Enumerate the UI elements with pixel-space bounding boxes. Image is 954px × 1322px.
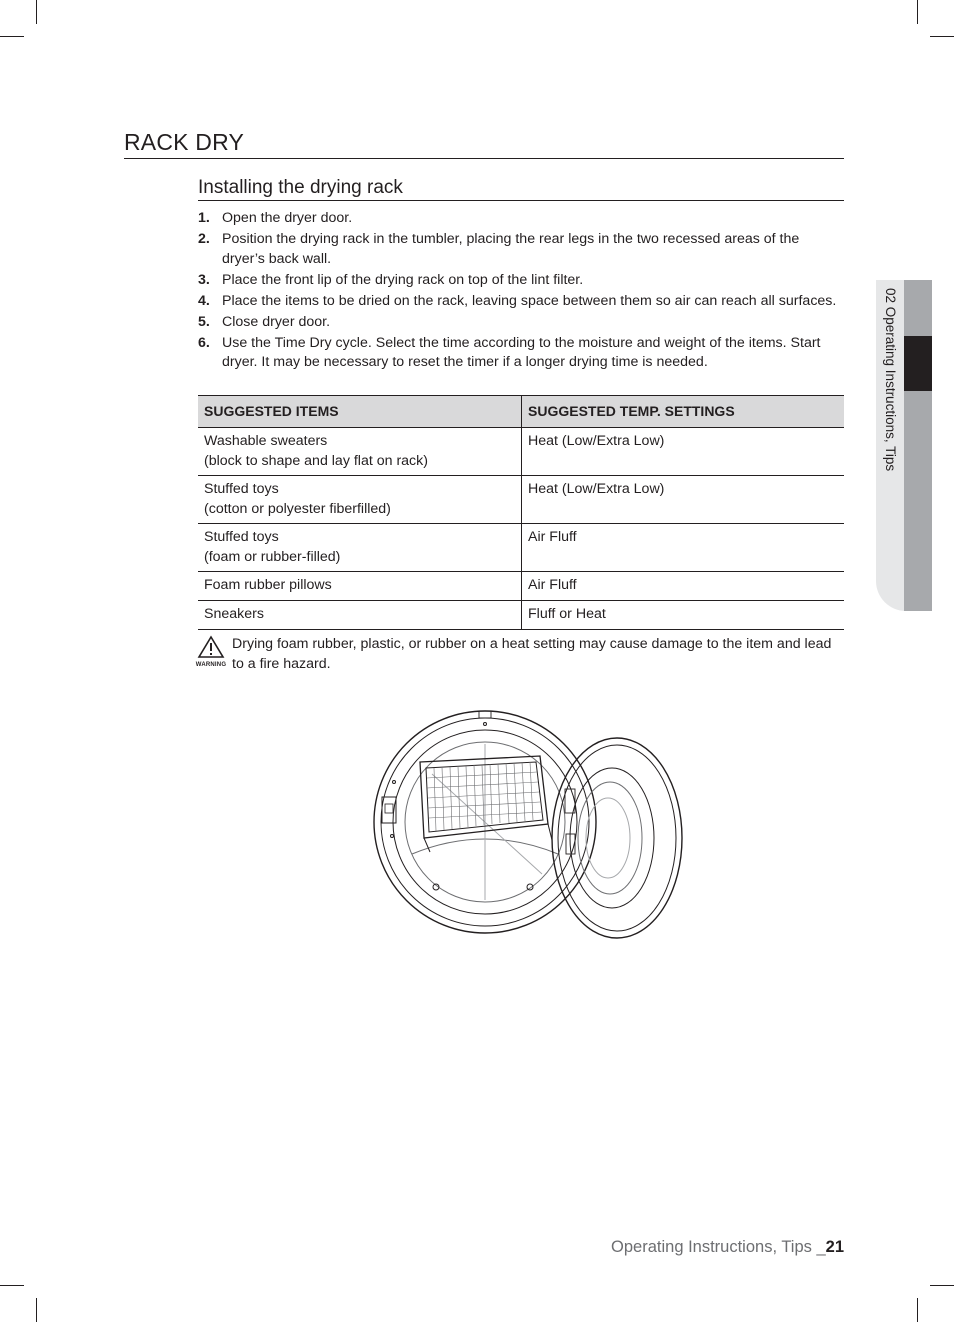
list-item — [198, 271, 844, 291]
item-note: (block to shape and lay flat on rack) — [204, 453, 428, 469]
crop-mark — [0, 36, 24, 37]
table-row — [198, 475, 844, 523]
table-cell-item — [198, 427, 522, 475]
list-item — [198, 230, 844, 269]
step-text: Place the items to be dried on the rack, leaving space between them so air can reach all surfaces. — [222, 292, 837, 309]
item-name: Sneakers — [204, 605, 264, 622]
step-number: 2. — [198, 231, 210, 247]
table-cell-setting: Heat (Low/Extra Low) — [522, 427, 845, 475]
table-cell-item — [198, 523, 522, 571]
step-number: 4. — [198, 292, 210, 309]
crop-mark — [36, 0, 37, 24]
table-cell-setting: Heat (Low/Extra Low) — [522, 475, 845, 523]
list-item — [198, 292, 844, 312]
column-header-items: SUGGESTED ITEMS — [198, 396, 522, 428]
page-title: RACK DRY — [124, 128, 844, 159]
crop-mark — [930, 36, 954, 37]
table-header-row — [198, 396, 844, 428]
step-text: Open the dryer door. — [222, 210, 353, 226]
table-row — [198, 600, 844, 629]
step-text: Position the drying rack in the tumbler, placing the rear legs in the two recessed areas of the dryer’s back wall. — [222, 231, 800, 267]
side-tab-label: 02 Operating Instructions, Tips — [883, 288, 898, 472]
crop-mark — [917, 0, 918, 24]
crop-mark — [0, 1285, 24, 1286]
item-name: Stuffed toys — [204, 528, 279, 545]
column-header-settings: SUGGESTED TEMP. SETTINGS — [522, 396, 845, 428]
table-cell-setting: Air Fluff — [522, 571, 845, 600]
warning-icon — [193, 635, 229, 674]
table-cell-item — [198, 571, 522, 600]
step-text: Place the front lip of the drying rack on top of the lint filter. — [222, 271, 584, 288]
page-number: 21 — [825, 1238, 844, 1256]
step-number: 3. — [198, 271, 210, 288]
warning-text: Drying foam rubber, plastic, or rubber on a heat setting may cause damage to the item and lead to a fire hazard. — [232, 636, 832, 672]
list-item — [198, 313, 844, 333]
section-title: Installing the drying rack — [198, 176, 844, 201]
suggested-items-table — [198, 395, 844, 630]
table-row — [198, 427, 844, 475]
step-number: 1. — [198, 210, 210, 226]
side-tab-marker — [904, 336, 932, 391]
step-text: Use the Time Dry cycle. Select the time according to the moisture and weight of the items. Start dryer. It may be necessary to reset the timer if a longer drying time is needed. — [222, 334, 821, 370]
step-number: 5. — [198, 313, 210, 330]
step-text: Close dryer door. — [222, 313, 331, 330]
footer-section: Operating Instructions, Tips _ — [611, 1238, 826, 1256]
list-item — [198, 209, 844, 229]
warning-note — [193, 635, 844, 674]
item-note: (cotton or polyester fiberfilled) — [204, 501, 391, 517]
page-footer — [611, 1238, 844, 1257]
table-row — [198, 571, 844, 600]
table-row — [198, 523, 844, 571]
warning-icon-label: WARNING — [195, 662, 227, 668]
table-cell-setting: Fluff or Heat — [522, 600, 845, 629]
steps-list — [198, 209, 844, 374]
crop-mark — [917, 1298, 918, 1322]
table-cell-item — [198, 475, 522, 523]
step-number: 6. — [198, 334, 210, 351]
dryer-rack-illustration — [372, 704, 690, 940]
crop-mark — [36, 1298, 37, 1322]
item-note: (foam or rubber-filled) — [204, 549, 341, 565]
list-item — [198, 334, 844, 373]
item-name: Foam rubber pillows — [204, 576, 332, 593]
item-name: Stuffed toys — [204, 480, 279, 497]
table-cell-setting: Air Fluff — [522, 523, 845, 571]
item-name: Washable sweaters — [204, 432, 328, 449]
side-tab-bar — [904, 280, 932, 611]
crop-mark — [930, 1285, 954, 1286]
table-cell-item — [198, 600, 522, 629]
